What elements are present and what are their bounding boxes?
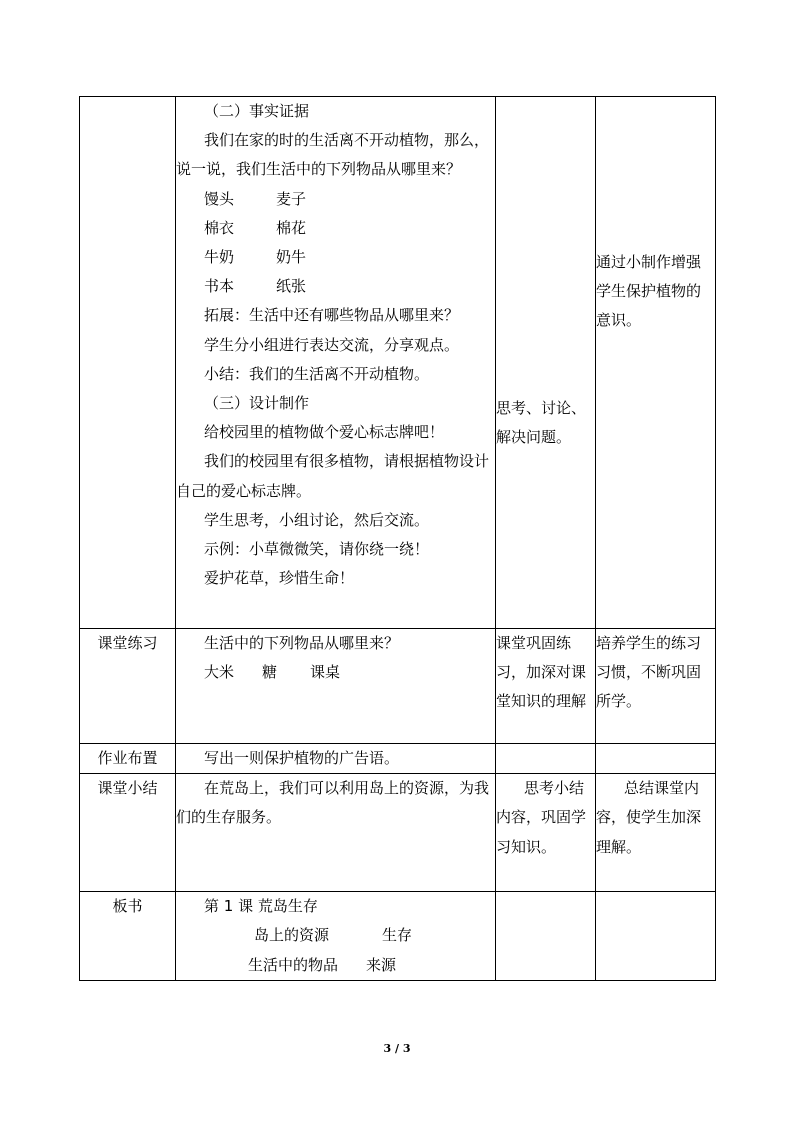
- empty-cell: [496, 892, 596, 981]
- blackboard-left: 生活中的物品: [248, 955, 339, 974]
- exercise-items: [176, 658, 495, 687]
- summary-design-intent: [596, 774, 716, 892]
- teaching-content-cell: [176, 97, 496, 629]
- item-text: 馒头: [204, 189, 235, 208]
- blackboard-right: 来源: [366, 955, 397, 974]
- extension-text: 拓展：生活中还有哪些物品从哪里来？: [204, 306, 460, 325]
- item-text: 棉衣: [204, 218, 235, 237]
- table-row-main-activity: [80, 97, 716, 629]
- source-text: 纸张: [276, 277, 307, 296]
- section-heading-design: （三）设计制作: [204, 394, 310, 413]
- table-row-homework: [80, 744, 716, 774]
- summary-student-activity: [496, 774, 596, 892]
- table-row-blackboard: [80, 892, 716, 981]
- item-source-pair: [176, 272, 495, 301]
- blackboard-left: 岛上的资源: [254, 926, 330, 945]
- exercise-item: 大米: [204, 663, 235, 682]
- item-source-pair: [176, 214, 495, 243]
- slogan-text: 爱护花草，珍惜生命！: [204, 569, 355, 588]
- exercise-item: 糖: [262, 663, 278, 682]
- empty-cell: [596, 892, 716, 981]
- exercise-design-intent: 培养学生的练习习惯，不断巩固所学。: [596, 629, 716, 744]
- group-discussion-text: 学生分小组进行表达交流，分享观点。: [204, 335, 460, 354]
- design-task-text: 给校园里的植物做个爱心标志牌吧！: [204, 423, 445, 442]
- question-paragraph: 我们在家的时的生活离不开动植物，那么，说一说，我们生活中的下列物品从哪里来？: [176, 131, 490, 179]
- blackboard-content-cell: [176, 892, 496, 981]
- section-label-cell: [80, 97, 176, 629]
- blackboard-title: 第 1 课 荒岛生存: [204, 897, 318, 916]
- design-intent-text: 通过小制作增强学生保护植物的意识。: [596, 253, 702, 330]
- homework-text: 写出一则保护植物的广告语。: [204, 749, 400, 767]
- page-number: 3 / 3: [383, 1042, 411, 1055]
- exercise-item: 课桌: [310, 663, 341, 682]
- blackboard-line: [176, 921, 495, 950]
- design-instruction-paragraph: 我们的校园里有很多植物，请根据植物设计自己的爱心标志牌。: [176, 452, 490, 500]
- blackboard-right: 生存: [382, 926, 413, 945]
- item-source-pair: [176, 243, 495, 272]
- exercise-student-activity: 课堂巩固练习，加深对课堂知识的理解: [496, 629, 596, 744]
- item-text: 书本: [204, 277, 235, 296]
- summary-text: 小结：我们的生活离不开动植物。: [204, 364, 430, 383]
- empty-cell: [496, 744, 596, 774]
- exercise-content-cell: [176, 629, 496, 744]
- table-row-exercise: [80, 629, 716, 744]
- table-row-class-summary: [80, 774, 716, 892]
- row-label: 板书: [80, 892, 176, 981]
- source-text: 麦子: [276, 189, 307, 208]
- blackboard-line: [176, 951, 495, 980]
- summary-paragraph: 在荒岛上，我们可以利用岛上的资源，为我们的生存服务。: [176, 779, 490, 827]
- student-activity-text: 思考、讨论、解决问题。: [496, 399, 587, 447]
- summary-student-text: 思考小结内容，巩固学习知识。: [496, 779, 587, 856]
- homework-content-cell: [176, 744, 496, 774]
- summary-content-cell: [176, 774, 496, 892]
- source-text: 奶牛: [276, 248, 307, 267]
- source-text: 棉花: [276, 218, 307, 237]
- exercise-question: 生活中的下列物品从哪里来？: [204, 634, 400, 652]
- empty-cell: [596, 744, 716, 774]
- row-label: 课堂练习: [80, 629, 176, 744]
- student-thinking-text: 学生思考，小组讨论，然后交流。: [204, 510, 430, 529]
- student-activity-cell: [496, 97, 596, 629]
- design-intent-cell: [596, 97, 716, 629]
- row-label: 课堂小结: [80, 774, 176, 892]
- item-source-pair: [176, 185, 495, 214]
- example-text: 示例：小草微微笑，请你绕一绕！: [204, 540, 430, 559]
- summary-intent-text: 总结课堂内容，使学生加深理解。: [596, 779, 702, 856]
- lesson-plan-table: [79, 96, 716, 981]
- item-text: 牛奶: [204, 248, 235, 267]
- section-heading-evidence: （二）事实证据: [204, 102, 310, 120]
- row-label: 作业布置: [80, 744, 176, 774]
